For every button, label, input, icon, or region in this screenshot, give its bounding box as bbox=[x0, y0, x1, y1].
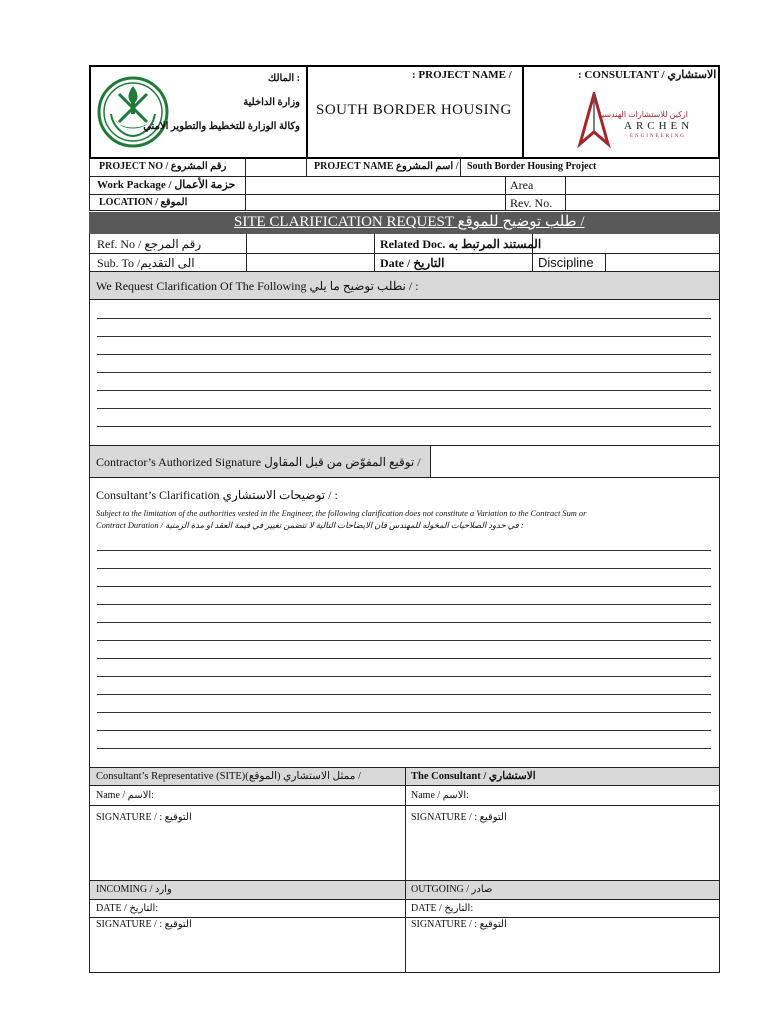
info-project-name-label: PROJECT NAME اسم المشروع / bbox=[314, 161, 459, 172]
ministry-line1: وزارة الداخلية bbox=[243, 97, 300, 108]
rep-name-label[interactable]: Name / الاسم: bbox=[96, 790, 154, 801]
owner-label: : المالك bbox=[268, 73, 300, 84]
incoming-signature-label[interactable]: SIGNATURE / : التوقيع bbox=[96, 919, 192, 930]
area-label: Area bbox=[510, 178, 534, 192]
disclaimer-line1: Subject to the limitation of the authorities vested in the Engineer, the following clarification does not constitute a Variation to the Contract Sum or bbox=[96, 509, 587, 518]
incoming-date-label[interactable]: DATE / التاريخ: bbox=[96, 903, 159, 914]
consultant-header-label: : CONSULTANT / الاستشاري bbox=[578, 69, 717, 81]
outgoing-date-label[interactable]: DATE / التاريخ: bbox=[411, 903, 474, 914]
rep-label: Consultant’s Representative (SITE)(ممثل الاستشاري (الموقع / bbox=[96, 771, 361, 782]
ref-no-label: Ref. No / رقم المرجع bbox=[97, 237, 202, 251]
request-heading: We Request Clarification Of The Following نطلب توضيح ما يلي / : bbox=[96, 279, 419, 293]
form-title: SITE CLARIFICATION REQUEST طلب توضيح للموقع / bbox=[234, 214, 585, 230]
rep-signature-label[interactable]: SIGNATURE / : التوقيع bbox=[96, 812, 192, 823]
outgoing-label: OUTGOING / صادر bbox=[411, 884, 493, 895]
info-project-name-value: South Border Housing Project bbox=[467, 161, 597, 172]
work-package-label: Work Package / حزمة الأعمال bbox=[97, 179, 236, 191]
consultant-logo-ar: اركين للاستشارات الهندسية bbox=[597, 110, 688, 119]
rev-no-label: Rev. No. bbox=[510, 196, 553, 210]
consultant-signature-label[interactable]: SIGNATURE / : التوقيع bbox=[411, 812, 507, 823]
related-doc-label: Related Doc. المستند المرتبط به bbox=[380, 237, 542, 251]
consultant-name-label[interactable]: Name / الاسم: bbox=[411, 790, 469, 801]
ministry-emblem-icon bbox=[97, 76, 169, 148]
clarification-heading: Consultant’s Clarification توضيحات الاستشاري / : bbox=[96, 488, 338, 502]
archen-logo-icon bbox=[574, 92, 614, 148]
contractor-signature-box[interactable] bbox=[431, 446, 720, 478]
contractor-signature-label: Contractor’s Authorized Signature توقيع المفوّض من قبل المقاول / bbox=[96, 455, 421, 469]
ministry-line2: وكالة الوزارة للتخطيط والتطوير الامني bbox=[143, 121, 300, 132]
incoming-label: INCOMING / وارد bbox=[96, 884, 172, 895]
project-name-header-label: : PROJECT NAME / bbox=[412, 69, 512, 81]
request-area[interactable] bbox=[89, 300, 720, 446]
consultant-approval-label: The Consultant / الاستشاري bbox=[411, 771, 536, 782]
consultant-logo-en: ARCHEN bbox=[624, 120, 694, 132]
sub-to-label: Sub. To /الى التقديم bbox=[97, 256, 195, 270]
location-label: LOCATION / الموقع bbox=[99, 197, 188, 208]
outgoing-signature-label[interactable]: SIGNATURE / : التوقيع bbox=[411, 919, 507, 930]
project-name-header-value: SOUTH BORDER HOUSING bbox=[316, 102, 512, 118]
disclaimer-line2: Contract Duration / في حدود الصلاحيات المخوله للمهندس فان الايضاحات التالية لا تتضمن تغيير في قيمة العقد او مدة الزمنية : bbox=[96, 521, 524, 530]
project-no-label: PROJECT NO / رقم المشروع bbox=[99, 161, 227, 172]
consultant-logo-sub: ENGINEERING bbox=[630, 134, 686, 139]
discipline-label: Discipline bbox=[538, 255, 594, 270]
date-label: Date / التاريخ bbox=[380, 256, 445, 270]
